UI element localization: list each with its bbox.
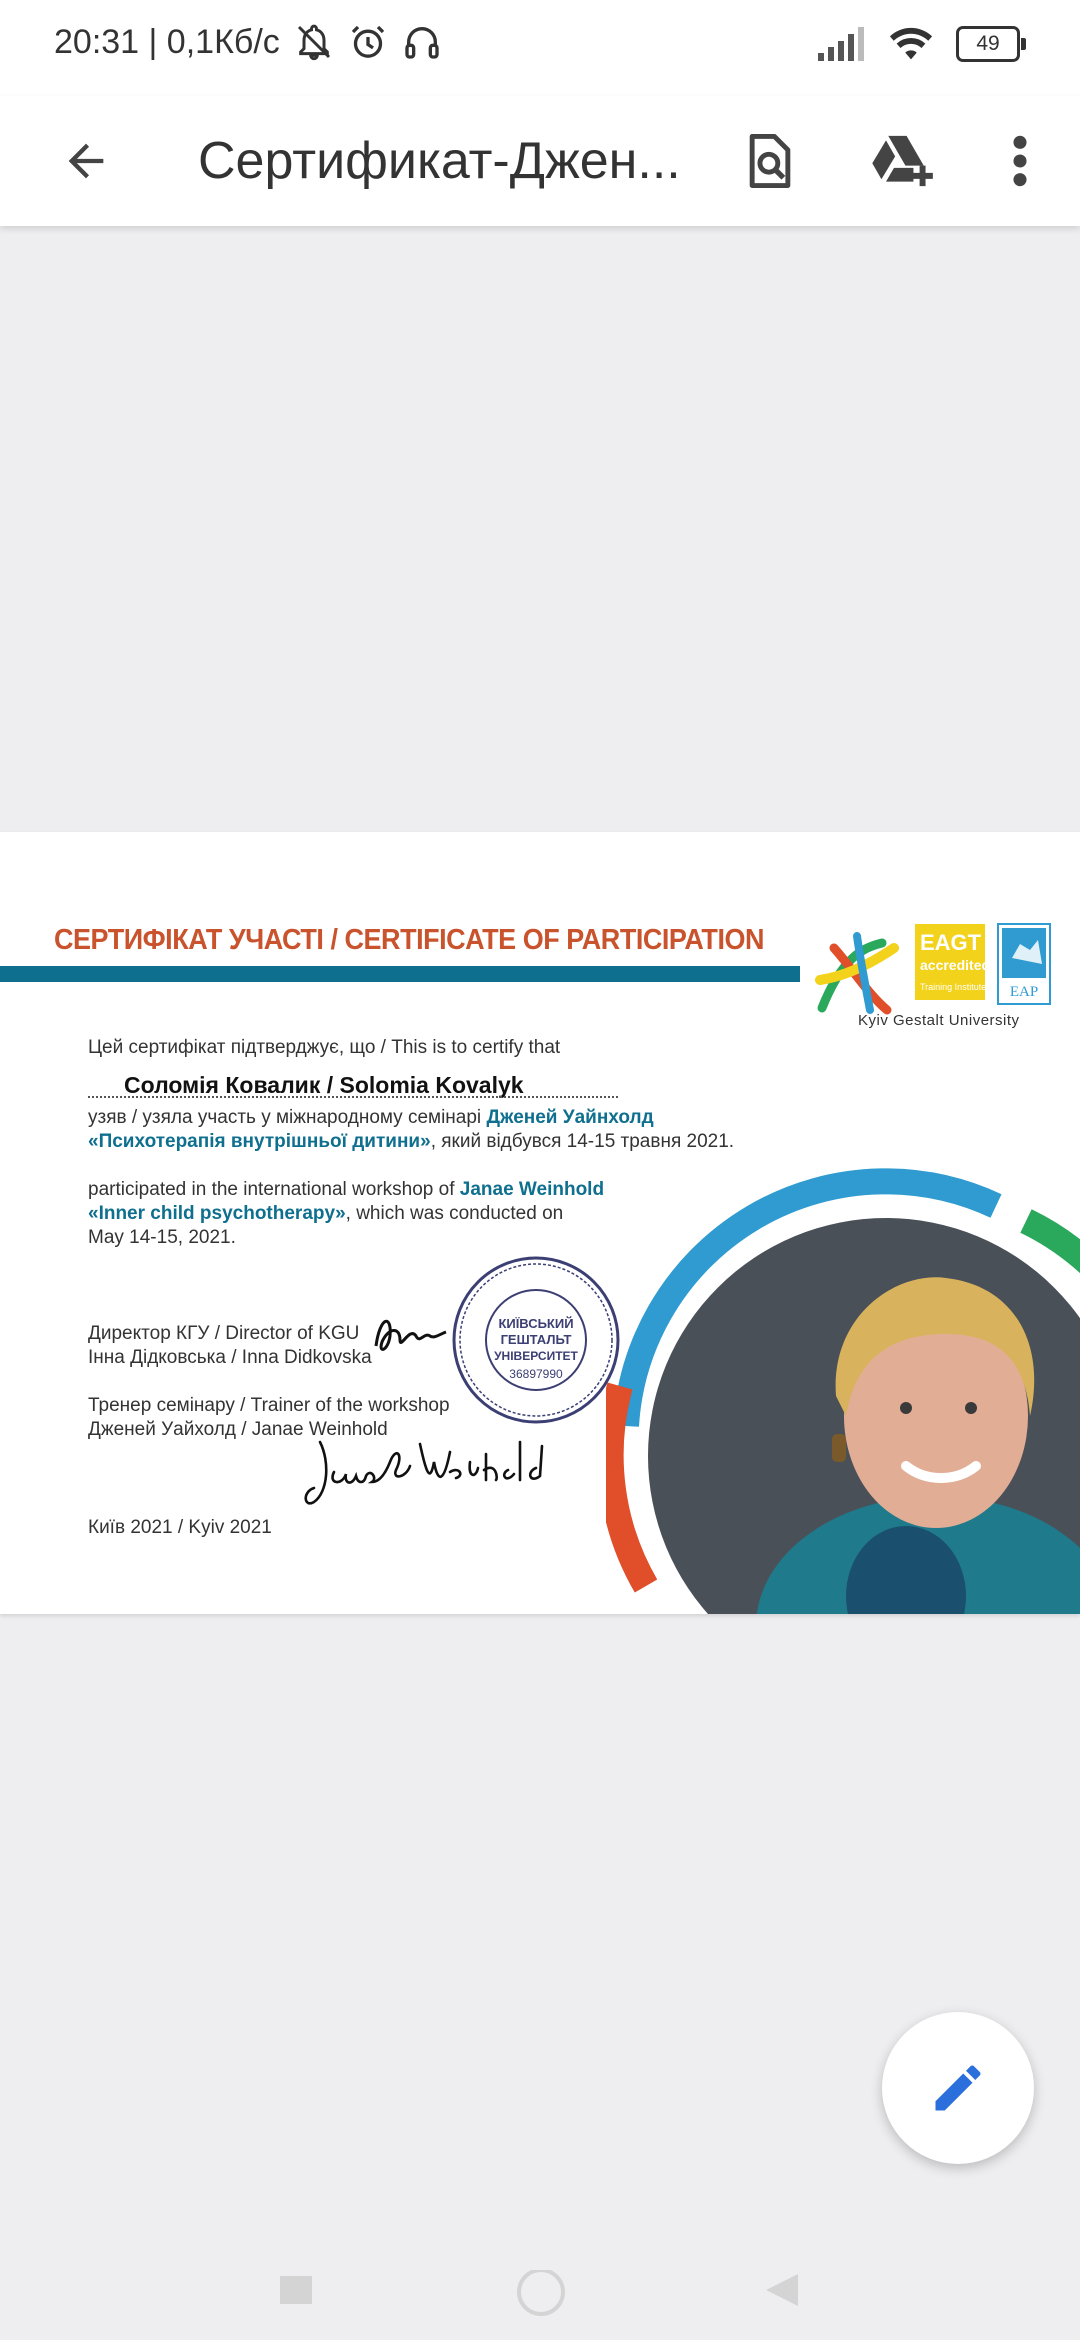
ua-workshop-highlight: «Психотерапія внутрішньої дитини»: [88, 1131, 431, 1152]
more-vert-icon: [1010, 133, 1030, 189]
trainer-name: Дженей Уайхолд / Janae Weinhold: [88, 1419, 388, 1440]
en-workshop-highlight: «Inner child psychotherapy»: [88, 1203, 346, 1224]
ua-text-plain-2: , який відбувся 14-15 травня 2021.: [430, 1131, 735, 1152]
university-name: Kyiv Gestalt University: [858, 1012, 1020, 1029]
ua-text-plain-1: узяв / узяла участь у міжнародному семінарі: [88, 1107, 487, 1128]
trainer-role: Тренер семінару / Trainer of the workshop: [88, 1395, 450, 1416]
status-left: [54, 22, 442, 62]
edit-fab-button[interactable]: [882, 2012, 1034, 2164]
en-trainer-highlight: Janae Weinhold: [459, 1179, 605, 1200]
wifi-icon: [888, 26, 934, 62]
director-name: Інна Дідковська / Inna Didkovska: [88, 1347, 372, 1368]
certificate-page[interactable]: [0, 832, 1080, 1614]
back-arrow-icon: [60, 135, 112, 187]
status-right: [816, 26, 1020, 62]
stamp-text-1: КИЇВСЬКИЙ: [498, 1316, 574, 1331]
system-nav-bar: [0, 2250, 1080, 2340]
en-text-plain-2: , which was conducted on: [345, 1203, 564, 1224]
ua-text-line-2: [88, 1130, 734, 1154]
eap-logo-text: EAP: [1009, 984, 1039, 1000]
eagt-training-text: Training Institute: [920, 982, 987, 992]
document-title: Сертификат-Джен...: [198, 132, 681, 190]
stamp-text-2: ГЕШТАЛЬТ: [500, 1332, 572, 1347]
more-options-button[interactable]: [980, 121, 1060, 201]
university-stamp: [450, 1254, 622, 1426]
recents-button[interactable]: [276, 2270, 316, 2310]
participant-name: Соломія Ковалик / Solomia Kovalyk: [124, 1072, 524, 1098]
trainer-signature: [300, 1432, 560, 1512]
add-to-drive-icon: [870, 133, 934, 189]
en-text-line-1: [88, 1178, 604, 1202]
en-text-plain-1: participated in the international workshop of: [88, 1179, 460, 1200]
stamp-code: 36897990: [509, 1367, 563, 1381]
alarm-icon: [348, 22, 388, 62]
home-button[interactable]: [514, 2270, 568, 2324]
battery-indicator: 49: [956, 26, 1020, 62]
certificate-heading: СЕРТИФІКАТ УЧАСТІ / CERTIFICATE OF PARTICIPATION: [54, 924, 764, 956]
en-text-line-2: [88, 1202, 563, 1226]
notifications-off-icon: [294, 22, 334, 62]
director-signature: [370, 1306, 450, 1366]
place-date: Київ 2021 / Kyiv 2021: [88, 1517, 272, 1538]
en-text-line-3: May 14-15, 2021.: [88, 1227, 236, 1248]
find-in-page-icon: [743, 132, 797, 190]
eagt-logo-text: EAGT: [920, 930, 982, 955]
trainer-photo: [606, 1166, 1080, 1614]
back-nav-button[interactable]: [762, 2270, 802, 2310]
heading-underline: [0, 966, 800, 982]
back-button[interactable]: [46, 121, 126, 201]
status-bar: [0, 0, 1080, 96]
name-dotted-line: [88, 1096, 618, 1098]
signal-icon: [816, 27, 866, 61]
certify-line: Цей сертифікат підтверджує, що / This is to certify that: [88, 1037, 561, 1058]
pencil-icon: [928, 2058, 988, 2118]
headphones-icon: [402, 22, 442, 62]
stamp-text-3: УНІВЕРСИТЕТ: [494, 1349, 578, 1363]
kgu-logo-mark: [820, 936, 894, 1010]
add-to-drive-button[interactable]: [862, 121, 942, 201]
app-bar: [0, 96, 1080, 226]
ua-trainer-highlight: Дженей Уайнхолд: [486, 1107, 654, 1128]
director-role: Директор КГУ / Director of KGU: [88, 1323, 360, 1344]
status-time-speed: 20:31 | 0,1Кб/с: [54, 22, 280, 61]
eagt-accredited-text: accredited: [920, 957, 991, 973]
ua-text-line-1: [88, 1106, 654, 1130]
find-in-page-button[interactable]: [730, 121, 810, 201]
